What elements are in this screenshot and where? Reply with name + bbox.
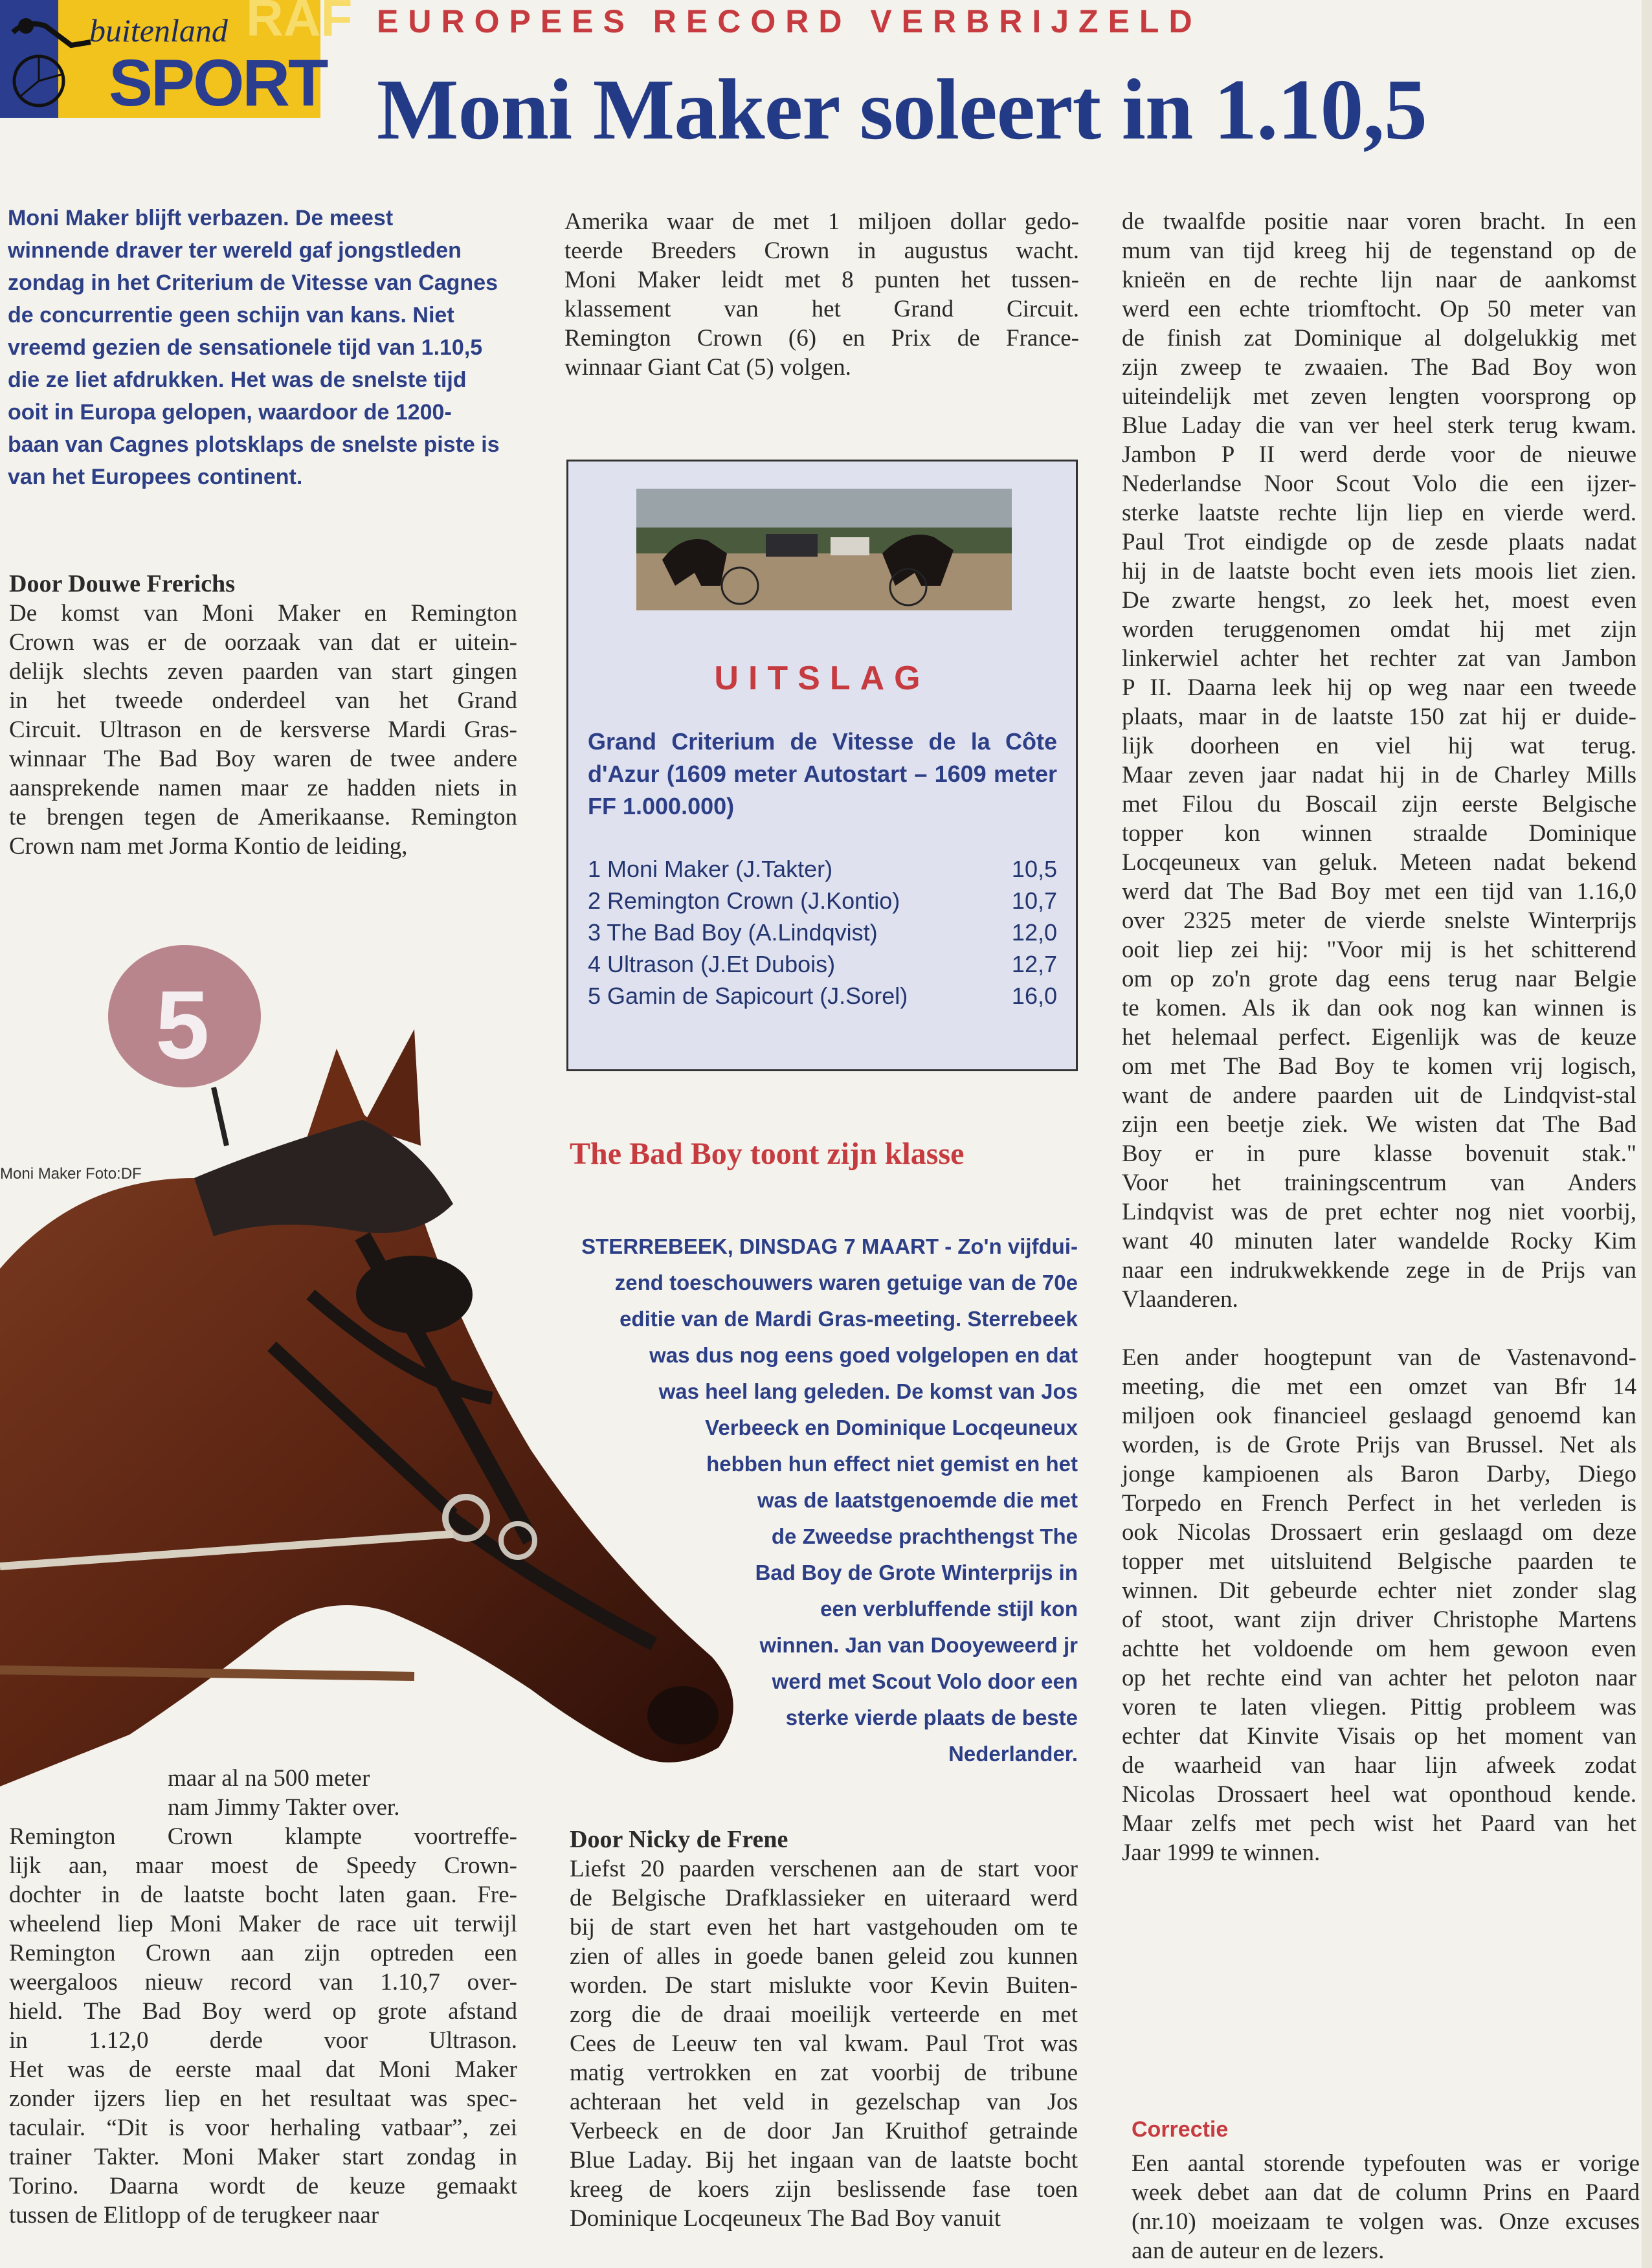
- text-line: werd dat The Bad Boy met een tijd van 1.16,0: [1122, 878, 1636, 905]
- text-line: Maar zelfs met pech wist het Paard van het: [1122, 1810, 1636, 1837]
- text-line: matig vertrokken en zat voorbij de tribune: [570, 2060, 1078, 2086]
- text-line: hij in de laatste bocht even iets moois liet zien.: [1122, 558, 1636, 584]
- text-line: want de andere paarden uit de Lindqvist-stal: [1122, 1082, 1636, 1109]
- text-line: (nr.10) moeizaam te volgen was. Onze excuses: [1132, 2208, 1640, 2235]
- headline: Moni Maker soleert in 1.10,5: [377, 61, 1427, 157]
- lead-line: winnende draver ter wereld gaf jongstleden: [8, 238, 462, 263]
- intro-line: winnen. Jan van Dooyeweerd jr: [759, 1633, 1078, 1657]
- text-line: Vlaanderen.: [1122, 1286, 1238, 1313]
- column-1-continued-short: [9, 1764, 517, 1822]
- intro-line: werd met Scout Volo door een: [772, 1669, 1078, 1693]
- text-line: Remington Crown (6) en Prix de France-: [564, 325, 1079, 351]
- intro-line: sterke vierde plaats de beste: [785, 1706, 1078, 1729]
- text-line: werd een echte triomftocht. Op 50 meter van: [1122, 296, 1636, 322]
- text-line: Remington Crown klampte voortreffe-: [9, 1823, 517, 1850]
- text-line: linkerwiel achter het rechter zat van Jambon: [1122, 645, 1636, 672]
- text-line: topper met uitsluitend Belgische paarden te: [1122, 1548, 1636, 1575]
- result-entry: 3 The Bad Boy (A.Lindqvist): [588, 919, 878, 946]
- text-line: topper kon winnen straalde Dominique: [1122, 820, 1636, 847]
- text-line: aansprekende namen maar ze hadden niets in: [9, 775, 517, 801]
- result-time: 10,7: [1011, 887, 1057, 914]
- result-time: 10,5: [1011, 856, 1057, 882]
- text-line: lijk aan, maar moest de Speedy Crown-: [9, 1852, 517, 1879]
- text-line: ooit liep zei hij: "Voor mij is het schitterend: [1122, 937, 1636, 963]
- result-row: [588, 980, 1057, 1012]
- text-line: aan de auteur en de lezers.: [1132, 2238, 1385, 2264]
- text-line: teerde Breeders Crown in augustus wacht.: [564, 238, 1079, 264]
- results-list: [588, 853, 1057, 1012]
- text-line: achtte het voldoende om hem gewoon even: [1122, 1636, 1636, 1662]
- text-line: worden, is de Grote Prijs van Brussel. Net als: [1122, 1432, 1636, 1458]
- race-name: Grand Criterium de Vitesse de la Côte d'Azur (1609 meter Autostart – 1609 meter FF 1.000.000): [588, 728, 1057, 819]
- text-line: in 1.12,0 derde voor Ultrason.: [9, 2027, 517, 2054]
- text-line: de finish zat Dominique al dolgelukkig met: [1122, 325, 1636, 351]
- text-line: taculair. “Dit is voor herhaling vatbaar”, zei: [9, 2115, 517, 2141]
- lead-line: van het Europees continent.: [8, 465, 303, 489]
- intro-line: een verbluffende stijl kon: [820, 1597, 1078, 1621]
- text-line: achteraan het veld in gezelschap van Jos: [570, 2089, 1078, 2115]
- column-3: [1122, 207, 1636, 1867]
- lead-line: de concurrentie geen schijn van kans. Niet: [8, 303, 454, 328]
- result-row: [588, 885, 1057, 917]
- number-badge: [108, 945, 261, 1146]
- logo-ghost-text: RAF: [246, 0, 353, 47]
- text-line: om op zo'n grote dag eens terug naar Belgie: [1122, 966, 1636, 992]
- text-line: worden. De start mislukte voor Kevin Buiten-: [570, 1972, 1078, 1999]
- text-line: Dominique Locqeuneux The Bad Boy vanuit: [570, 2205, 1001, 2232]
- text-line: Paul Trot eindigde op de zesde plaats nadat: [1122, 529, 1636, 555]
- text-line: om met The Bad Boy te komen vrij logisch,: [1122, 1053, 1636, 1080]
- text-line: zonder ijzers liep en het resultaat was spec-: [9, 2085, 517, 2112]
- text-line: Lindqvist was de pret echter nog niet voorbij,: [1122, 1199, 1636, 1225]
- result-time: 12,7: [1011, 951, 1057, 977]
- result-entry: 1 Moni Maker (J.Takter): [588, 856, 833, 882]
- column-1-text: [9, 599, 517, 861]
- text-line: wheelend liep Moni Maker de race uit terwijl: [9, 1911, 517, 1937]
- text-line: ook Nicolas Drossaert erin geslaagd om deze: [1122, 1519, 1636, 1546]
- text-line: tussen de Elitlopp of de terugkeer naar: [9, 2202, 379, 2229]
- lead-intro: [8, 202, 519, 493]
- race-photo: [636, 489, 1012, 610]
- intro-line: was dus nog eens goed volgelopen en dat: [649, 1343, 1078, 1367]
- text-line: Voor het trainingscentrum van Anders: [1122, 1170, 1636, 1196]
- text-line: de twaalfde positie naar voren bracht. In een: [1122, 208, 1636, 235]
- byline: Door Douwe Frerichs: [9, 570, 235, 597]
- result-row: [588, 917, 1057, 948]
- photo-credit: Moni Maker Foto:DF: [0, 1165, 142, 1183]
- text-line: kreeg de koers zijn beslissende fase toen: [570, 2176, 1078, 2203]
- text-line: meeting, die met een omzet van Bfr 14: [1122, 1373, 1636, 1400]
- text-line: Moni Maker leidt met 8 punten het tussen-: [564, 267, 1079, 293]
- logo-sport: SPORT: [109, 46, 327, 120]
- text-line: Boy er in pure klasse bovenuit stak.": [1122, 1140, 1636, 1167]
- text-line: De komst van Moni Maker en Remington: [9, 600, 517, 627]
- text-line: de waarheid van haar lijn afweek zodat: [1122, 1752, 1636, 1779]
- text-line: Een ander hoogtepunt van de Vastenavond-: [1122, 1344, 1636, 1371]
- text-line: voren te laten vliegen. Pittig probleem was: [1122, 1694, 1636, 1720]
- column-3-paragraph-1: [1122, 207, 1636, 1314]
- text-line: trainer Takter. Moni Maker start zondag in: [9, 2144, 517, 2170]
- column-2-bottom: [570, 1825, 1078, 2233]
- column-1-bottom: [9, 1764, 517, 2230]
- lead-line: zondag in het Criterium de Vitesse van Cagnes: [8, 271, 498, 295]
- result-entry: 5 Gamin de Sapicourt (J.Sorel): [588, 983, 908, 1009]
- result-time: 16,0: [1011, 983, 1057, 1009]
- text-line: delijk slechts zeven paarden van start gingen: [9, 658, 517, 685]
- text-line: bij de start even het hart vastgehouden om te: [570, 1914, 1078, 1940]
- text-line: het helemaal perfect. Eigenlijk was de keuze: [1122, 1024, 1636, 1051]
- lead-line: baan van Cagnes plotsklaps de snelste piste is: [8, 432, 500, 457]
- intro-line: Bad Boy de Grote Winterprijs in: [755, 1561, 1078, 1584]
- text-line: de Belgische Drafklassieker en uiteraard werd: [570, 1885, 1078, 1911]
- text-line: mum van tijd kreeg hij de tegenstand op de: [1122, 238, 1636, 264]
- text-line: klassement van het Grand Circuit.: [564, 296, 1079, 322]
- text-line: lijk doorheen en viel hij wat terug.: [1122, 733, 1636, 759]
- intro-line: STERREBEEK, DINSDAG 7 MAART - Zo'n vijfdui-: [581, 1234, 1078, 1258]
- column-1-continued: [9, 1822, 517, 2230]
- text-line: te komen. Als ik dan ook nog kan winnen is: [1122, 995, 1636, 1021]
- text-line: maar al na 500 meter: [168, 1765, 370, 1792]
- text-line: nam Jimmy Takter over.: [168, 1794, 400, 1821]
- badge-number: 5: [155, 970, 210, 1079]
- text-line: echter dat Kinvite Visais op het moment van: [1122, 1723, 1636, 1750]
- lead-line: die ze liet afdrukken. Het was de snelste tijd: [8, 368, 467, 392]
- text-line: sterke laatste rechte lijn liep en vierde werd.: [1122, 500, 1636, 526]
- correction-text: [1132, 2149, 1640, 2265]
- text-line: winnen. Dit gebeurde echter niet zonder slag: [1122, 1577, 1636, 1604]
- text-line: over 2325 meter de vierde snelste Winterprijs: [1122, 907, 1636, 934]
- text-line: of stoot, want zijn driver Christophe Martens: [1122, 1606, 1636, 1633]
- text-line: Nicolas Drossaert heel wat oponthoud kende.: [1122, 1781, 1636, 1808]
- text-line: hield. The Bad Boy werd op grote afstand: [9, 1998, 517, 2025]
- result-entry: 2 Remington Crown (J.Kontio): [588, 887, 900, 914]
- intro-line: was heel lang geleden. De komst van Jos: [658, 1379, 1078, 1403]
- text-line: Jambon P II werd derde voor de nieuwe: [1122, 441, 1636, 468]
- results-box: [566, 460, 1078, 1071]
- logo-buitenland: buitenland: [89, 12, 228, 49]
- text-line: miljoen ook financieel geslaagd genoemd kan: [1122, 1403, 1636, 1429]
- result-row: [588, 853, 1057, 885]
- text-line: Remington Crown aan zijn optreden een: [9, 1940, 517, 1966]
- byline: Door Nicky de Frene: [570, 1826, 788, 1853]
- sulky-driver-icon: [0, 6, 97, 110]
- text-line: Verbeeck en de door Jan Kruithof getrainde: [570, 2118, 1078, 2144]
- intro-line: was de laatstgenoemde die met: [757, 1488, 1078, 1512]
- lead-line: ooit in Europa gelopen, waardoor de 1200-: [8, 400, 452, 425]
- kicker: EUROPEES RECORD VERBRIJZELD: [377, 3, 1202, 39]
- text-line: te brengen tegen de Amerikaanse. Remington: [9, 804, 517, 830]
- correction-heading: Correctie: [1132, 2117, 1229, 2142]
- text-line: De zwarte hengst, zo leek het, moest even: [1122, 587, 1636, 614]
- text-line: Crown was er de oorzaak van dat er uitein-: [9, 629, 517, 656]
- text-line: Een aantal storende typefouten was er vorige: [1132, 2150, 1640, 2177]
- text-line: Torpedo en French Perfect in het verleden is: [1122, 1490, 1636, 1517]
- text-line: Circuit. Ultrason en de kersverse Mardi Gras-: [9, 717, 517, 743]
- text-line: Nederlandse Noor Scout Volo die een ijzer-: [1122, 471, 1636, 497]
- intro-2: [570, 1228, 1078, 1772]
- text-line: Blue Laday die van ver heel sterk terug kwam.: [1122, 412, 1636, 439]
- text-line: P II. Daarna leek hij op weg naar een tweede: [1122, 674, 1636, 701]
- text-line: Locqeuneux van geluk. Meteen nadat bekend: [1122, 849, 1636, 876]
- lead-line: vreemd gezien de sensationele tijd van 1.10,5: [8, 335, 483, 360]
- text-line: Het was de eerste maal dat Moni Maker: [9, 2056, 517, 2083]
- text-line: Torino. Daarna wordt de keuze gemaakt: [9, 2173, 517, 2199]
- text-line: zien of alles in goede banen geleid zou kunnen: [570, 1943, 1078, 1970]
- text-line: naar een indrukwekkende zege in de Prijs van: [1122, 1257, 1636, 1284]
- text-line: worden teruggenomen omdat hij met zijn: [1122, 616, 1636, 643]
- text-line: knieën en de rechte lijn naar de aankomst: [1122, 267, 1636, 293]
- lead-line: Moni Maker blijft verbazen. De meest: [8, 206, 394, 230]
- text-line: jonge kampioenen als Baron Darby, Diego: [1122, 1461, 1636, 1487]
- text-line: winnaar The Bad Boy waren de twee andere: [9, 746, 517, 772]
- intro-line: editie van de Mardi Gras-meeting. Sterrebeek: [620, 1307, 1078, 1331]
- text-line: plaats, maar in de laatste 150 zat hij er duide-: [1122, 704, 1636, 730]
- text-line: zijn zweep te zwaaien. The Bad Boy won: [1122, 354, 1636, 381]
- text-line: Jaar 1999 te winnen.: [1122, 1840, 1321, 1866]
- text-line: zijn een beetje ziek. We wisten dat The Bad: [1122, 1111, 1636, 1138]
- text-line: Amerika waar de met 1 miljoen dollar gedo-: [564, 208, 1079, 235]
- text-line: winnaar Giant Cat (5) volgen.: [564, 354, 851, 381]
- text-line: zorg die de draai moeilijk verteerde en met: [570, 2001, 1078, 2028]
- intro-line: hebben hun effect niet gemist en het: [706, 1452, 1078, 1476]
- text-line: Crown nam met Jorma Kontio de leiding,: [9, 833, 408, 860]
- text-line: Blue Laday. Bij het ingaan van de laatste bocht: [570, 2147, 1078, 2174]
- text-line: in het tweede onderdeel van het Grand: [9, 687, 517, 714]
- text-line: Liefst 20 paarden verschenen aan de start voor: [570, 1856, 1078, 1882]
- text-line: week debet aan dat de column Prins en Paard: [1132, 2179, 1640, 2206]
- text-line: uiteindelijk met zeven lengten voorsprong op: [1122, 383, 1636, 410]
- result-time: 12,0: [1011, 919, 1057, 946]
- text-line: met Filou du Boscail zijn eerste Belgische: [1122, 791, 1636, 817]
- text-line: Maar zeven jaar nadat hij in de Charley Mills: [1122, 762, 1636, 788]
- results-title: UITSLAG: [714, 660, 930, 697]
- text-line: dochter in de laatste bocht laten gaan. Fre-: [9, 1882, 517, 1908]
- subheadline: The Bad Boy toont zijn klasse: [570, 1137, 965, 1171]
- text-line: op het rechte eind van achter het peloton naar: [1122, 1665, 1636, 1691]
- result-entry: 4 Ultrason (J.Et Dubois): [588, 951, 836, 977]
- intro-line: Nederlander.: [948, 1742, 1078, 1766]
- column-1-top: [9, 570, 517, 861]
- text-line: want 40 minuten later wandelde Rocky Kim: [1122, 1228, 1636, 1254]
- intro-line: Verbeeck en Dominique Locqeuneux: [705, 1416, 1078, 1440]
- text-line: weergaloos nieuw record van 1.10,7 over-: [9, 1969, 517, 1996]
- result-row: [588, 948, 1057, 980]
- intro-line: de Zweedse prachthengst The: [771, 1524, 1078, 1548]
- page-edge: [1642, 0, 1652, 2268]
- text-line: Cees de Leeuw ten val kwam. Paul Trot was: [570, 2030, 1078, 2057]
- intro-line: zend toeschouwers waren getuige van de 70e: [614, 1271, 1078, 1295]
- column-2-top: [564, 207, 1079, 382]
- column-3-paragraph-2: [1122, 1343, 1636, 1867]
- section-logo: [0, 0, 353, 120]
- column-2-text: [570, 1854, 1078, 2233]
